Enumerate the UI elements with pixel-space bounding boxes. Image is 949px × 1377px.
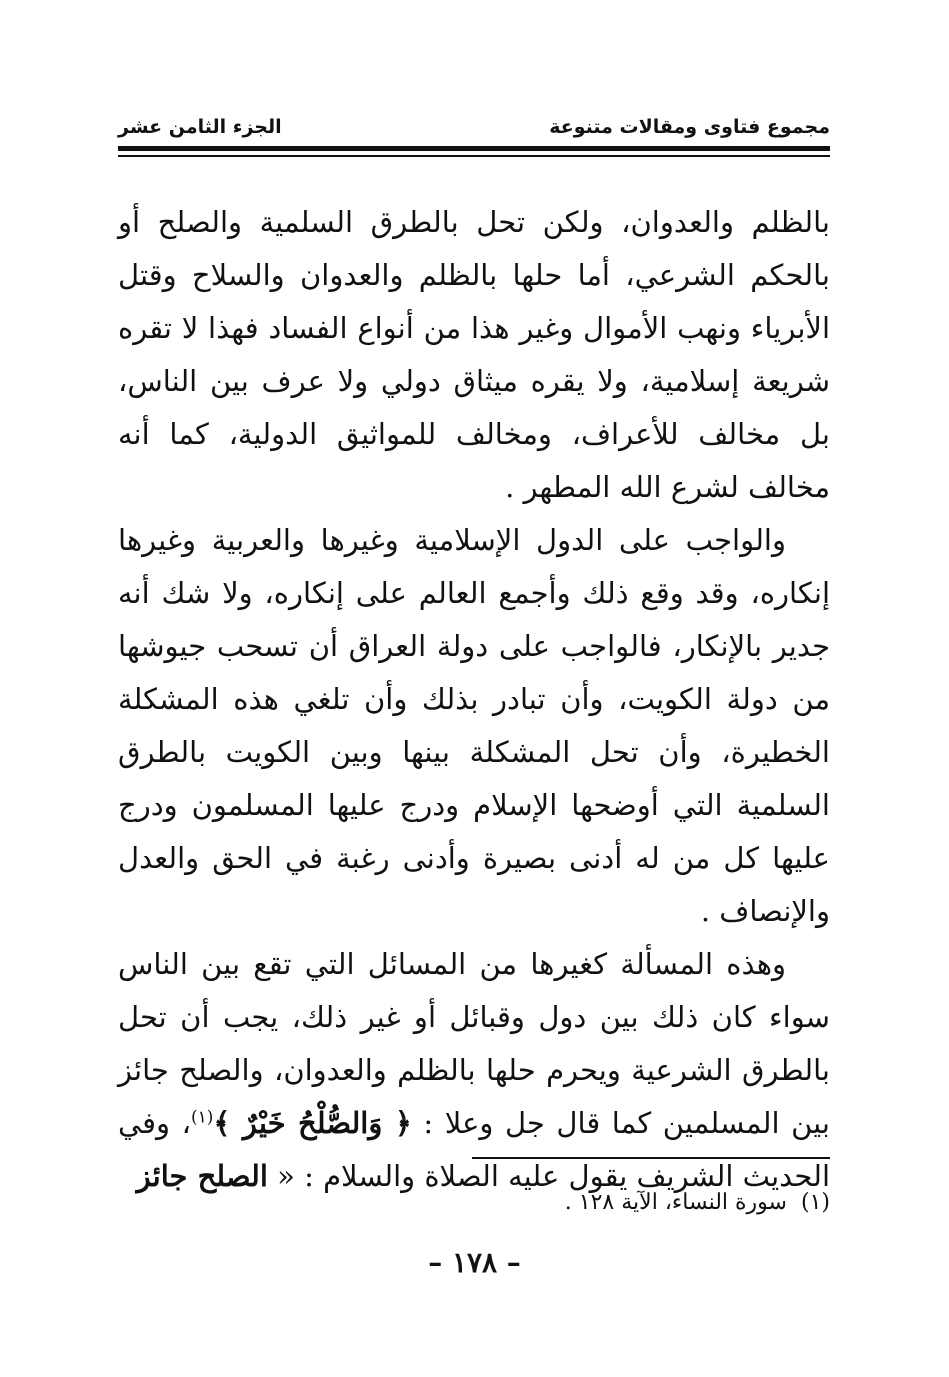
footnote-text: سورة النساء، الآية ١٢٨ . <box>564 1190 787 1215</box>
volume-label: الجزء الثامن عشر <box>118 116 282 138</box>
footnote-reference: (١) <box>190 1107 214 1128</box>
paragraph-3-text: وهذه المسألة كغيرها من المسائل التي تقع بين الناس سواء كان ذلك بين دول وقبائل أو غير ذلك، يجب أن تحل بالطرق الشرعية ويحرم حلها بالظلم والعدوان، والصلح جائز بين المسلمين كما قال جل وعلا : <box>118 947 830 1140</box>
footnote-separator <box>472 1157 830 1159</box>
paragraph-1: بالظلم والعدوان، ولكن تحل بالطرق السلمية والصلح أو بالحكم الشرعي، أما حلها بالظلم والعدوان والسلاح وقتل الأبرياء ونهب الأموال وغير هذا من أنواع الفساد فهذا لا تقره شريعة إسلامية، ولا يقره ميثاق دولي ولا عرف بين الناس، بل مخالف للأعراف، ومخالف للمواثيق الدولية، كما أنه مخالف لشرع الله المطهر . <box>118 205 830 504</box>
hadith-text: الصلح جائز <box>136 1159 268 1193</box>
footnote-number: (١) <box>800 1190 830 1215</box>
paragraph-2: والواجب على الدول الإسلامية وغيرها والعربية وغيرها إنكاره، وقد وقع ذلك وأجمع العالم على إنكاره، ولا شك أنه جدير بالإنكار، فالواجب على دولة العراق أن تسحب جيوشها من دولة الكويت، وأن تبادر بذلك وأن تلغي هذه المشكلة الخطيرة، وأن تحل المشكلة بينها وبين الكويت بالطرق السلمية التي أوضحها الإسلام ودرج عليها المسلمون ودرج عليها كل من له أدنى بصيرة وأدنى رغبة في الحق والعدل والإنصاف . <box>118 523 830 928</box>
running-header <box>118 112 830 146</box>
main-text <box>118 196 830 1203</box>
paragraph-3-continuation: ، وفي الحديث الشريف يقول عليه الصلاة والسلام : « <box>118 1106 830 1193</box>
header-rule-thin <box>118 155 830 157</box>
quran-verse: ﴿ وَالصُّلْحُ خَيْرٌ ﴾ <box>213 1106 412 1140</box>
header-rule-thick <box>118 146 830 151</box>
book-title: مجموع فتاوى ومقالات متنوعة <box>549 116 830 138</box>
footnote <box>118 1186 830 1220</box>
paragraph-3 <box>118 938 830 1203</box>
page-number: – ١٧٨ – <box>428 1246 521 1279</box>
